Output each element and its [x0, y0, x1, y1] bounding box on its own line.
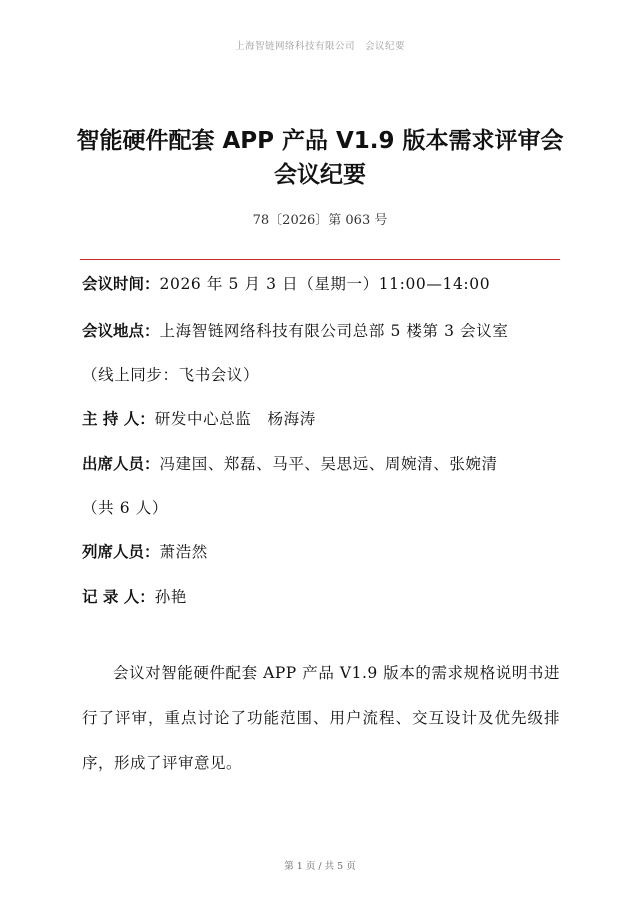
meeting-location-value: 上海智链网络科技有限公司总部 5 楼第 3 会议室 [159, 322, 509, 340]
meeting-attendees-value: 冯建国、郑磊、马平、吴思远、周婉清、张婉清 [159, 455, 498, 473]
meeting-observers-value: 萧浩然 [159, 543, 208, 561]
meeting-location-label: 会议地点： [82, 322, 160, 340]
red-divider [80, 259, 560, 260]
meeting-observers-label: 列席人员： [82, 543, 160, 561]
meeting-attendees-note: （共 6 人） [82, 499, 168, 517]
meeting-recorder-value: 孙艳 [154, 588, 187, 606]
meeting-host-label: 主 持 人： [82, 410, 155, 428]
document-number: 78〔2026〕第 063 号 [252, 213, 388, 228]
meeting-attendees-label: 出席人员： [82, 455, 160, 473]
meeting-location-note: （线上同步：飞书会议） [82, 366, 260, 384]
meeting-host-row [82, 408, 560, 430]
title-line-2: 会议纪要 [274, 162, 366, 188]
header-company: 上海智链网络科技有限公司 [234, 41, 355, 52]
document-title [60, 124, 580, 192]
meeting-host-value: 研发中心总监 杨海涛 [154, 410, 316, 428]
meeting-recorder-label: 记 录 人： [82, 588, 155, 606]
meeting-recorder-row [82, 586, 560, 608]
body-paragraph: 会议对智能硬件配套 APP 产品 V1.9 版本的需求规格说明书进行了评审，重点讨论了功能范围、用户流程、交互设计及优先级排序，形成了评审意见。 [82, 664, 560, 772]
header-doc-type: 会议纪要 [365, 41, 406, 52]
title-line-1: 智能硬件配套 APP 产品 V1.9 版本需求评审会 [76, 128, 564, 154]
meeting-attendees-row [82, 453, 560, 519]
page-header [0, 38, 640, 52]
meeting-time-row [82, 273, 560, 295]
page-footer: 第 1 页 / 共 5 页 [284, 861, 356, 872]
meeting-time-label: 会议时间： [82, 275, 160, 293]
meeting-observers-row [82, 541, 560, 563]
meeting-location-row [82, 320, 560, 386]
meeting-time-value: 2026 年 5 月 3 日（星期一）11:00—14:00 [159, 275, 491, 293]
